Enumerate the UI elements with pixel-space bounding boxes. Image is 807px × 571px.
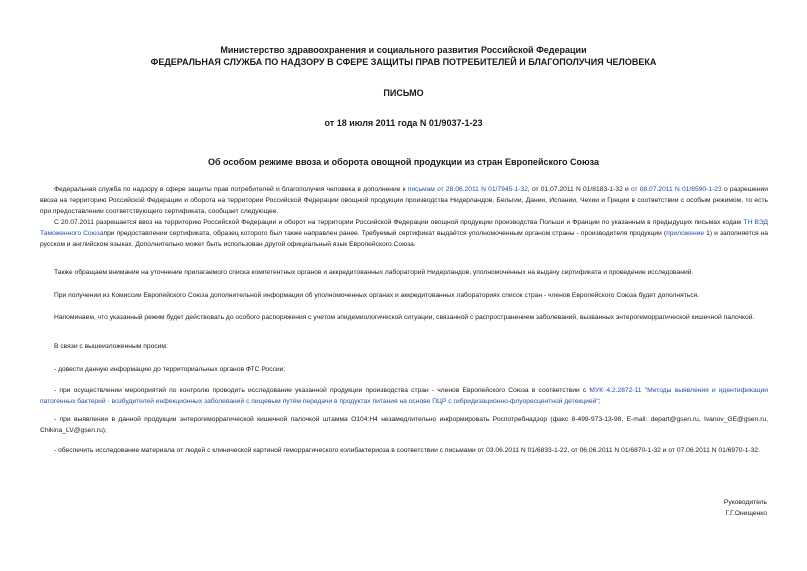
service-name: ФЕДЕРАЛЬНАЯ СЛУЖБА ПО НАДЗОРУ В СФЕРЕ ЗАЩИТЫ ПРАВ ПОТРЕБИТЕЛЕЙ И БЛАГОПОЛУЧИЯ ЧЕЛОВЕКА [150,57,657,67]
document-subject: Об особом режиме ввоза и оборота овощной продукции из стран Европейского Союза [207,157,600,167]
link-tn-ved[interactable]: ТН ВЭД Таможенного Союза [40,219,768,238]
signature-title: Руководитель [723,499,767,506]
link-letter-08-07-2011[interactable]: от 08.07.2011 N 01/8590-1-23 [630,186,722,193]
paragraph-reminder: Напоминаем, что указанный режим будет действовать до особого распоряжения с учетом эпидемиологической ситуации, связанной с распространением заболеваний, вызванных энтерогеморрагической кишечной палочкой. [54,314,755,321]
paragraph-import-permission: С 20.07.2011 разрешается ввоз на территорию Российской Федерации и оборот на территории Российской Федерации овощной продукции производства Польши и Франции по указанным в предыдущих письмах кодам ТН ВЭД Таможенного Союзапри предоставлении сертификата, образец которого был также направлен ранее. Требуемый сертификат выдаётся уполномоченным органом страны - производителя продукции (приложение 1) и заполняется на русском и английском языках. Дополнительно может быть использован другой официальный язык Европейского Союза. [40,219,769,249]
paragraph-intro: Федеральная служба по надзору в сфере защиты прав потребителей и благополучия человека в дополнение к письмам от 28.06.2011 N 01/7945-1-32, от 01.07.2011 N 01/8183-1-32 и от 08.07.2011 N 01/8590-1-23 о разрешении ввоза на территорию Российской Федерации и оборота на территории Российской Федерации овощной продукции производства Нидерландов, Бельгии, Дании, Испании, Чехии и Греции в соответствии с особым режимом, то есть при предоставлении соответствующего сертификата, сообщает следующее. [40,186,768,216]
paragraph-request-inform: - при выявлении в данной продукции энтерогеморрагической кишечной палочкой штамма О104:Н4 незамедлительно информировать Роспотребнадзор (факс 8-499-973-13-98, E-mail: depart@gsen.ru, Ivanov_GE@gsen.ru, Chikina_LV@gsen.ru); [40,416,768,435]
paragraph-lab-list: Также обращаем внимание на уточнение прилагаемого списка компетентных органов и аккредитованных лабораторий Нидерландов, уполномоченных на выдачу сертификата и проведение исследований. [54,269,694,276]
link-muk-4-2-2872-11[interactable]: МУК 4.2.2872-11 "Методы выявления и идентификации патогенных бактерий - возбудителей инфекционных заболеваний с пищевым путём передачи в продуктах питания на основе ПЦР с гибридизационно-флуоресцентной детекцией" [40,387,768,406]
signature-name: Г.Г.Онищенко [725,510,767,517]
paragraph-request-intro: В связи с вышеизложенным просим: [54,343,168,350]
link-letter-28-06-2011[interactable]: письмам от 28.06.2011 N 01/7945-1-32 [407,186,528,193]
ministry-name: Министерство здравоохранения и социального развития Российской Федерации [220,45,587,55]
paragraph-request-fts: - довести данную информацию до территориальных органов ФТС России; [54,366,286,373]
paragraph-request-research: - обеспечить исследование материала от людей с клинической картиной геморрагического колибактериоза в соответствии с письмами от 03.06.2011 N 01/6833-1-22, от 06.06.2011 N 01/6870-1-32 и от 07.06.2011 N 01/6970-1-32. [54,447,760,454]
document-date-number: от 18 июля 2011 года N 01/9037-1-23 [324,118,483,128]
paragraph-list-update: При получении из Комиссии Европейского Союза дополнительной информации об уполномоченных органах и аккредитованных лабораториях список стран - членов Европейского Союза будет дополняться. [54,292,700,299]
link-appendix[interactable]: приложение [666,230,705,238]
document-type: ПИСЬМО [383,88,424,98]
paragraph-request-testing: - при осуществлении мероприятий по контролю проводить исследование указанной продукции производства стран - членов Европейского Союза в соответствии с МУК 4.2.2872-11 "Методы выявления и идентификации патогенных бактерий - возбудителей инфекционных заболеваний с пищевым путём передачи в продуктах питания на основе ПЦР с гибридизационно-флуоресцентной детекцией"; [40,387,768,406]
